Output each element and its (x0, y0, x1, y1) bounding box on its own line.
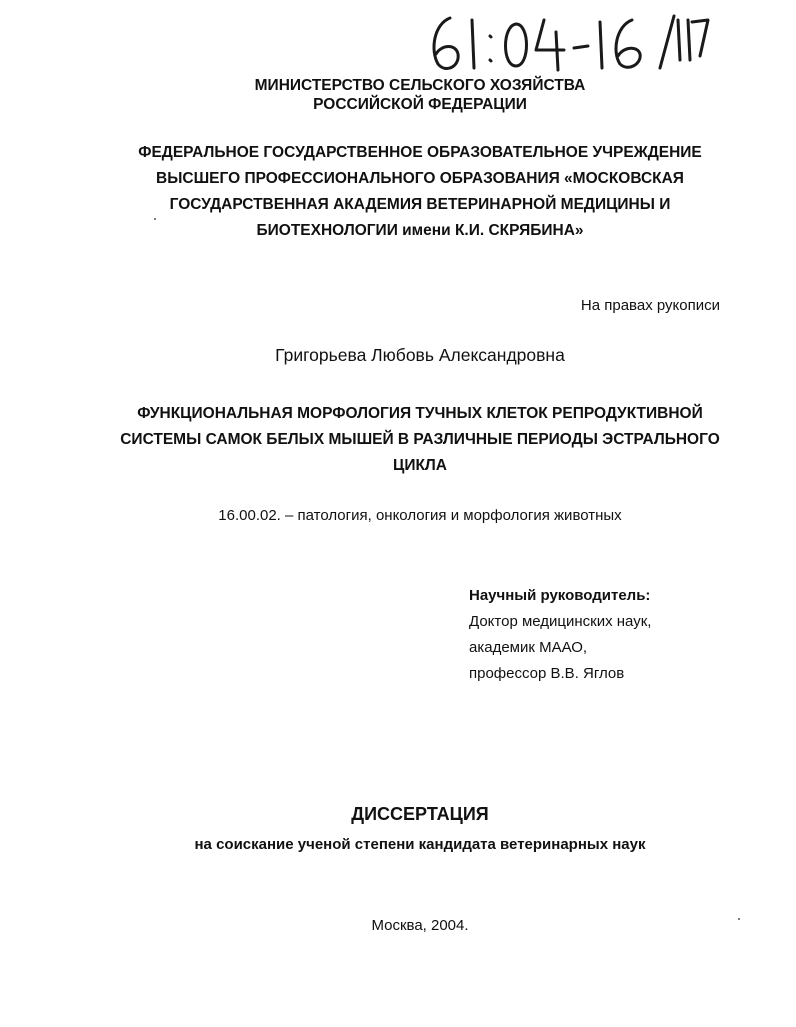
institution-line-2: ВЫСШЕГО ПРОФЕССИОНАЛЬНОГО ОБРАЗОВАНИЯ «МОСКОВСКАЯ (156, 170, 684, 187)
scan-speck (154, 218, 156, 220)
supervisor-degree: Доктор медицинских наук, (469, 613, 652, 630)
author-name: Григорьева Любовь Александровна (275, 345, 565, 365)
ministry-heading (60, 76, 780, 114)
specialty-code: 16.00.02. – патология, онкология и морфология животных (218, 507, 622, 524)
scan-speck (738, 918, 740, 920)
supervisor-heading: Научный руководитель: (469, 587, 651, 604)
topic-line-1: ФУНКЦИОНАЛЬНАЯ МОРФОЛОГИЯ ТУЧНЫХ КЛЕТОК РЕПРОДУКТИВНОЙ (137, 405, 703, 422)
ministry-line-2: РОССИЙСКОЙ ФЕДЕРАЦИИ (313, 96, 527, 113)
dissertation-topic (60, 401, 780, 479)
dissertation-subtitle: на соискание ученой степени кандидата ветеринарных наук (194, 836, 646, 853)
topic-line-3: ЦИКЛА (393, 457, 447, 474)
dissertation-title: ДИССЕРТАЦИЯ (351, 804, 489, 824)
city-year: Москва, 2004. (371, 917, 469, 934)
institution-line-3: ГОСУДАРСТВЕННАЯ АКАДЕМИЯ ВЕТЕРИНАРНОЙ МЕДИЦИНЫ И (169, 196, 671, 213)
topic-line-2: СИСТЕМЫ САМОК БЕЛЫХ МЫШЕЙ В РАЗЛИЧНЫЕ ПЕРИОДЫ ЭСТРАЛЬНОГО (120, 431, 720, 448)
ministry-line-1: МИНИСТЕРСТВО СЕЛЬСКОГО ХОЗЯЙСТВА (254, 77, 586, 94)
institution-heading (60, 140, 780, 244)
manuscript-note: На правах рукописи (580, 297, 720, 314)
supervisor-name: профессор В.В. Яглов (469, 665, 625, 682)
supervisor-academic-title: академик МААО, (469, 639, 588, 656)
institution-line-1: ФЕДЕРАЛЬНОЕ ГОСУДАРСТВЕННОЕ ОБРАЗОВАТЕЛЬНОЕ УЧРЕЖДЕНИЕ (138, 144, 702, 161)
supervisor-block (469, 583, 651, 687)
institution-line-4: БИОТЕХНОЛОГИИ имени К.И. СКРЯБИНА» (256, 222, 584, 239)
handwritten-code (420, 10, 710, 76)
